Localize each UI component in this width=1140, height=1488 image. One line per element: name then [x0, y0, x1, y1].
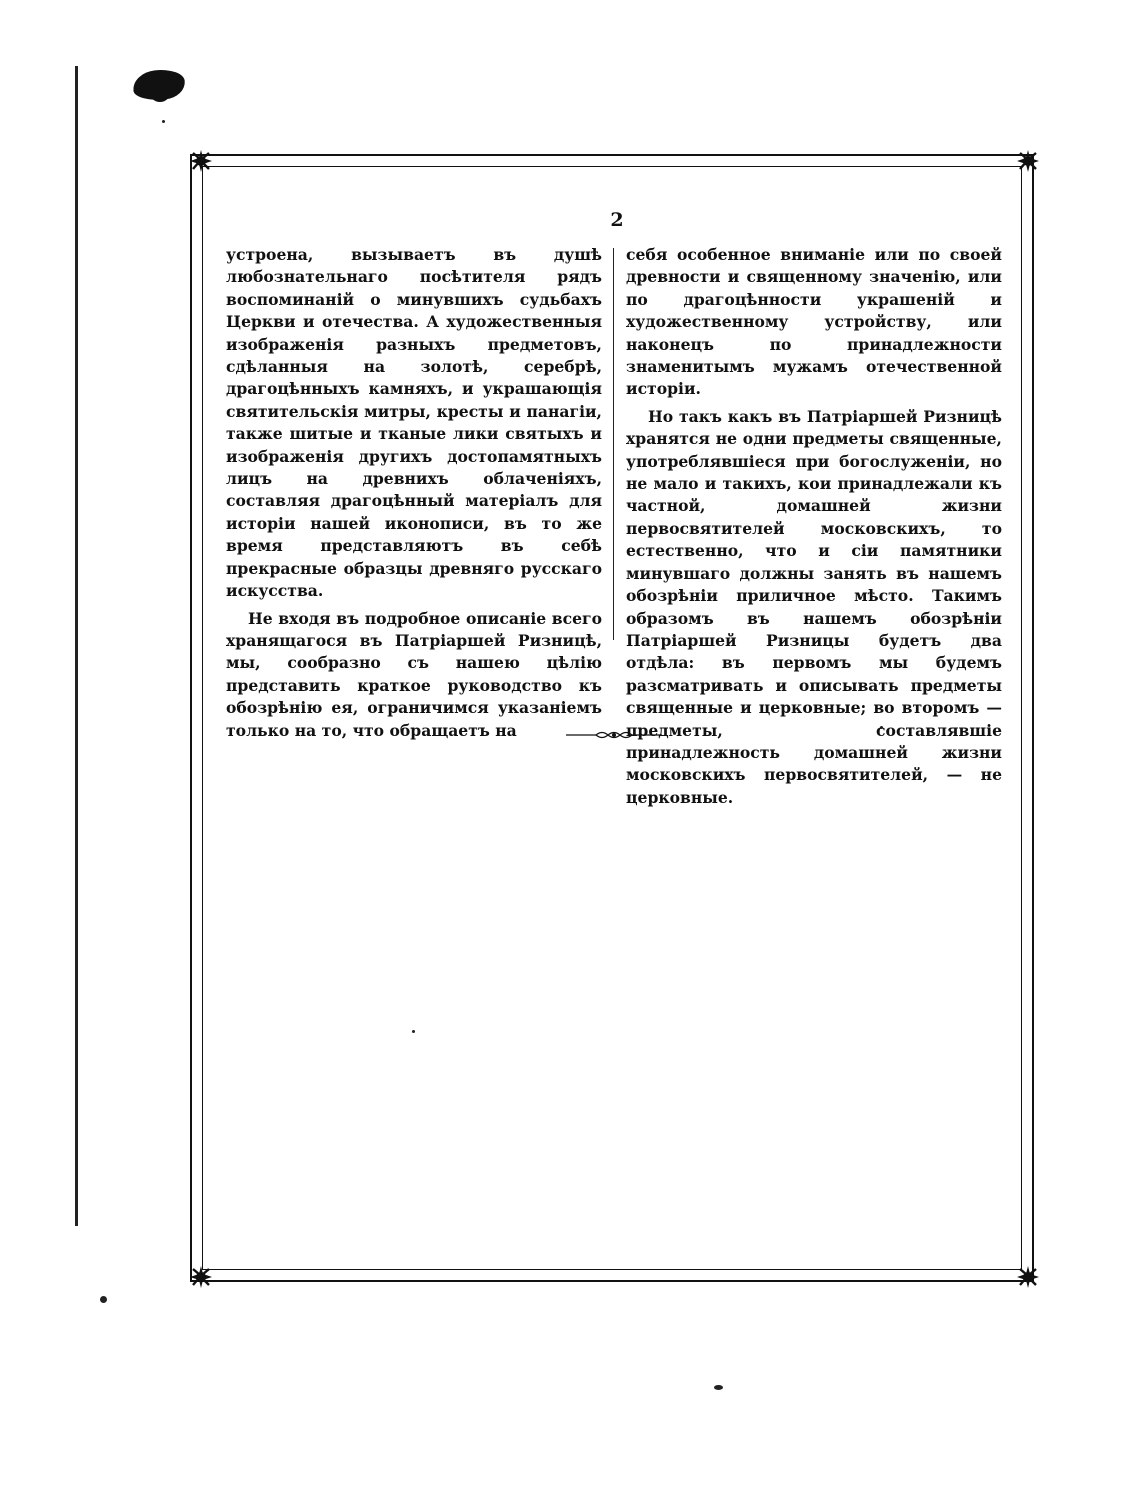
paragraph: себя особенное вниманіе или по своей древности и священному значенію, или по драгоцѣнности украшеній и художественному устройству, или наконецъ по принадлежности знаменитымъ мужамъ отечественной исторіи. — [626, 245, 1002, 399]
ink-blot-small — [150, 84, 170, 102]
text-column-right — [626, 244, 1002, 809]
scan-edge-line — [75, 66, 78, 1226]
paragraph: устроена, вызываетъ въ душѣ любознательнаго посѣтителя рядъ воспоминаній о минувшихъ судьбахъ Церкви и отечества. А художественныя изображенія разныхъ предметовъ, сдѣланныя на золотѣ, серебрѣ, драгоцѣнныхъ камняхъ, и украшающія святительскія митры, кресты и панагіи, также шитые и тканые лики святыхъ и изображенія другихъ достопамятныхъ лицъ на древнихъ облаченіяхъ, составляя драгоцѣнный матеріалъ для исторіи нашей иконописи, въ то же время представляютъ въ себѣ прекрасные образцы древняго русскаго искусства. — [226, 245, 602, 601]
paragraph: Но такъ какъ въ Патріаршей Ризницѣ хранятся не одни предметы священные, употреблявшіеся при богослуженіи, но не мало и такихъ, кои принадлежали къ частной, домашней жизни первосвятителей московскихъ, то естественно, что и сіи памятники минувшаго должны занять въ нашемъ обозрѣніи приличное мѣсто. Такимъ образомъ въ нашемъ обозрѣніи Патріаршей Ризницы будетъ два отдѣла: въ первомъ мы будемъ разсматривать и описывать предметы священные и церковные; во второмъ — предметы, составлявшіе принадлежность домашней жизни московскихъ первосвятителей, — не церковные. — [626, 406, 1002, 807]
scan-speck — [162, 120, 165, 123]
star-rosette-icon — [1017, 1266, 1039, 1288]
text-column-left — [226, 244, 602, 742]
star-rosette-icon — [190, 1266, 212, 1288]
column-divider — [613, 248, 614, 640]
star-rosette-icon — [1017, 150, 1039, 172]
page-number: 2 — [610, 209, 624, 231]
divider-flourish-icon — [566, 728, 662, 742]
scan-speck — [714, 1385, 723, 1390]
paragraph: Не входя въ подробное описаніе всего хранящагося въ Патріаршей Ризницѣ, мы, сообразно съ нашею цѣлію представить краткое руководство къ обозрѣнію ея, ограничимся указаніемъ только на то, что обращаетъ на — [226, 608, 602, 740]
star-rosette-icon — [190, 150, 212, 172]
scan-speck — [100, 1296, 107, 1303]
